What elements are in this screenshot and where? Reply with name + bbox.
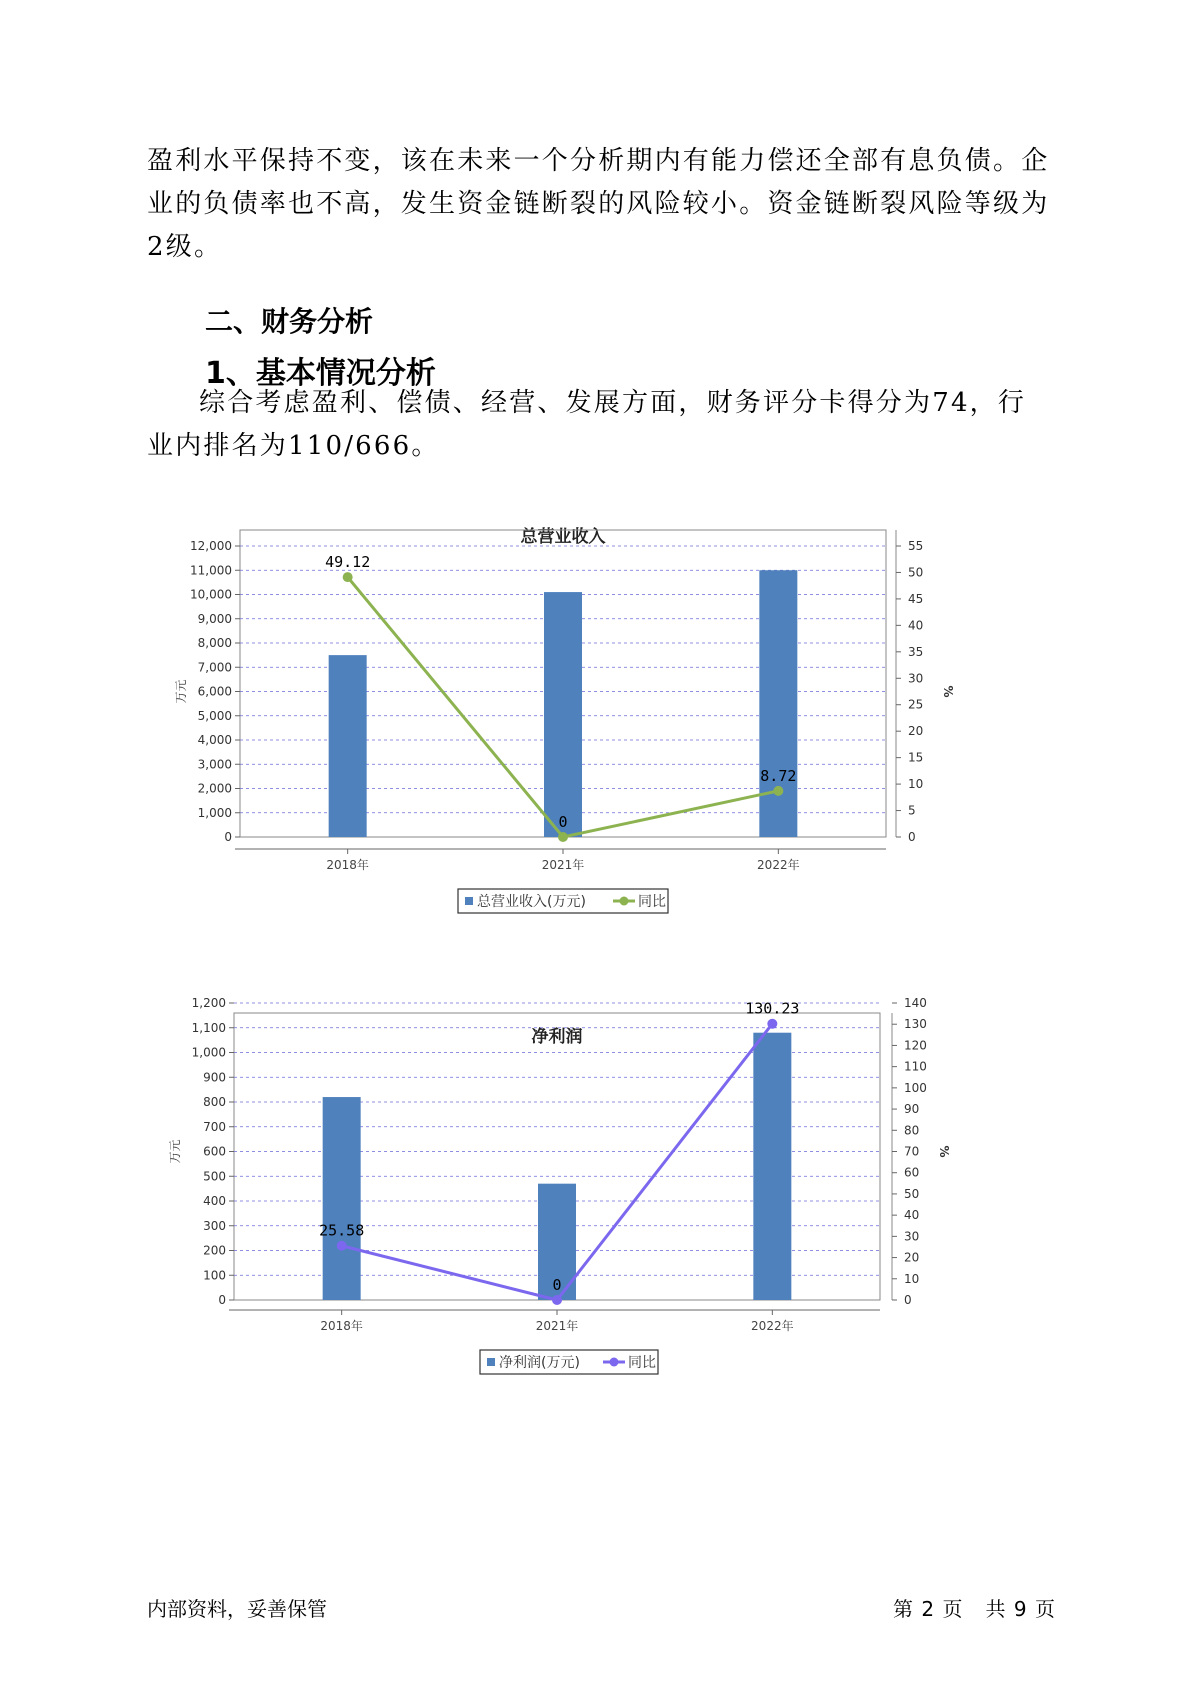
y2-tick-label: 55	[908, 539, 924, 553]
y-tick-label: 5,000	[197, 708, 232, 723]
legend-bar-label: 净利润(万元)	[499, 1355, 580, 1371]
bar	[323, 1097, 361, 1300]
y-tick-label: 1,000	[191, 1045, 226, 1060]
page-total-prefix: 共	[985, 1597, 1007, 1621]
y-tick-label: 200	[203, 1243, 226, 1258]
line-point	[767, 1019, 777, 1029]
y-tick-label: 8,000	[197, 636, 232, 650]
legend-line-marker	[620, 897, 629, 906]
y2-axis-label: %	[937, 1145, 951, 1158]
legend-bar-swatch	[465, 897, 473, 905]
y2-tick-label: 25	[908, 697, 924, 712]
page-unit: 页	[942, 1597, 964, 1621]
y-tick-label: 6,000	[197, 684, 232, 699]
y-tick-label: 900	[203, 1070, 226, 1085]
y-axis-label: 万元	[168, 1139, 182, 1164]
y2-tick-label: 5	[908, 803, 916, 818]
line-point	[773, 786, 783, 796]
y2-tick-label: 140	[904, 996, 927, 1010]
bar	[329, 655, 367, 837]
footer-confidential-note: 内部资料，妥善保管	[147, 1597, 327, 1621]
line-point	[558, 832, 568, 842]
legend-line-label: 同比	[638, 894, 666, 910]
y2-tick-label: 10	[904, 1271, 920, 1286]
y2-tick-label: 50	[904, 1186, 920, 1201]
footer-page-number	[893, 1593, 1056, 1622]
net-profit-chart	[160, 996, 1040, 1490]
y-tick-label: 2,000	[197, 781, 232, 796]
page-prefix: 第	[893, 1597, 915, 1621]
data-label: 8.72	[760, 766, 797, 785]
x-tick-label: 2018年	[320, 1319, 363, 1333]
line-point	[337, 1241, 347, 1251]
revenue-chart	[160, 520, 1040, 980]
subsection-heading: 1、基本情况分析	[205, 356, 436, 391]
y-tick-label: 0	[224, 830, 232, 844]
chart-title: 净利润	[531, 1027, 583, 1047]
y-tick-label: 10,000	[190, 587, 232, 602]
revenue-chart-svg	[160, 520, 1040, 980]
y-tick-label: 3,000	[197, 757, 232, 772]
data-label: 49.12	[325, 553, 371, 572]
y-tick-label: 400	[203, 1194, 226, 1208]
bar	[759, 570, 797, 837]
y2-tick-label: 90	[904, 1102, 920, 1117]
y2-tick-label: 0	[904, 1293, 912, 1307]
data-label: 0	[558, 813, 568, 831]
section-heading: 二、财务分析	[205, 305, 374, 338]
page-total-unit: 页	[1035, 1597, 1056, 1621]
y2-tick-label: 20	[904, 1250, 920, 1265]
legend-bar-swatch	[487, 1358, 495, 1366]
y-tick-label: 1,100	[191, 1020, 226, 1035]
paragraph-score-summary: 综合考虑盈利、偿债、经营、发展方面，财务评分卡得分为74，行业内排名为110/666。	[147, 388, 1027, 461]
y2-tick-label: 130	[904, 1017, 927, 1032]
y-tick-label: 600	[203, 1144, 226, 1159]
y2-tick-label: 110	[904, 1059, 927, 1074]
y2-tick-label: 40	[904, 1208, 920, 1223]
y2-tick-label: 35	[908, 644, 924, 659]
y-tick-label: 12,000	[190, 539, 232, 553]
y-tick-label: 700	[203, 1119, 226, 1134]
y-axis-label: 万元	[174, 679, 188, 704]
y2-tick-label: 60	[904, 1165, 920, 1180]
y-tick-label: 100	[203, 1268, 226, 1283]
y-tick-label: 11,000	[190, 563, 232, 578]
y2-tick-label: 80	[904, 1123, 920, 1138]
line-point	[343, 572, 353, 582]
y2-tick-label: 15	[908, 750, 924, 765]
y2-tick-label: 20	[908, 724, 924, 739]
y-tick-label: 0	[218, 1293, 226, 1307]
y2-tick-label: 45	[908, 591, 924, 606]
x-tick-label: 2018年	[326, 858, 369, 872]
y2-tick-label: 10	[908, 777, 924, 792]
y-tick-label: 1,000	[197, 805, 232, 820]
y-tick-label: 800	[203, 1095, 226, 1109]
legend-line-marker	[610, 1358, 619, 1367]
legend-line-label: 同比	[628, 1355, 656, 1371]
y2-tick-label: 0	[908, 830, 916, 844]
net-profit-chart-svg	[160, 996, 1040, 1490]
bar	[753, 1033, 791, 1300]
data-label: 25.58	[319, 1221, 365, 1240]
x-tick-label: 2022年	[751, 1319, 794, 1333]
y-tick-label: 4,000	[197, 733, 232, 747]
y2-tick-label: 30	[908, 671, 924, 686]
chart-title: 总营业收入	[520, 527, 606, 547]
y-tick-label: 500	[203, 1169, 226, 1184]
y-tick-label: 9,000	[197, 611, 232, 626]
legend-bar-label: 总营业收入(万元)	[477, 894, 586, 910]
data-label: 130.23	[745, 999, 800, 1018]
x-tick-label: 2021年	[541, 858, 585, 872]
y2-tick-label: 50	[908, 565, 924, 580]
y2-tick-label: 70	[904, 1144, 920, 1159]
y2-axis-label: %	[941, 685, 955, 698]
x-tick-label: 2021年	[535, 1319, 579, 1333]
bar	[544, 592, 582, 837]
y-tick-label: 1,200	[191, 996, 226, 1010]
x-tick-label: 2022年	[757, 858, 800, 872]
line-point	[552, 1295, 562, 1305]
y2-tick-label: 40	[908, 618, 924, 633]
page-total: 9	[1013, 1597, 1028, 1621]
data-label: 0	[552, 1276, 562, 1294]
paragraph-risk-summary: 盈利水平保持不变，该在未来一个分析期内有能力偿还全部有息负债。企业的负债率也不高，发生资金链断裂的风险较小。资金链断裂风险等级为2级。	[147, 146, 1050, 262]
y-tick-label: 7,000	[197, 660, 232, 675]
page-current: 2	[921, 1597, 936, 1621]
y2-tick-label: 120	[904, 1038, 927, 1053]
y2-tick-label: 100	[904, 1080, 927, 1095]
y2-tick-label: 30	[904, 1229, 920, 1244]
y-tick-label: 300	[203, 1218, 226, 1233]
